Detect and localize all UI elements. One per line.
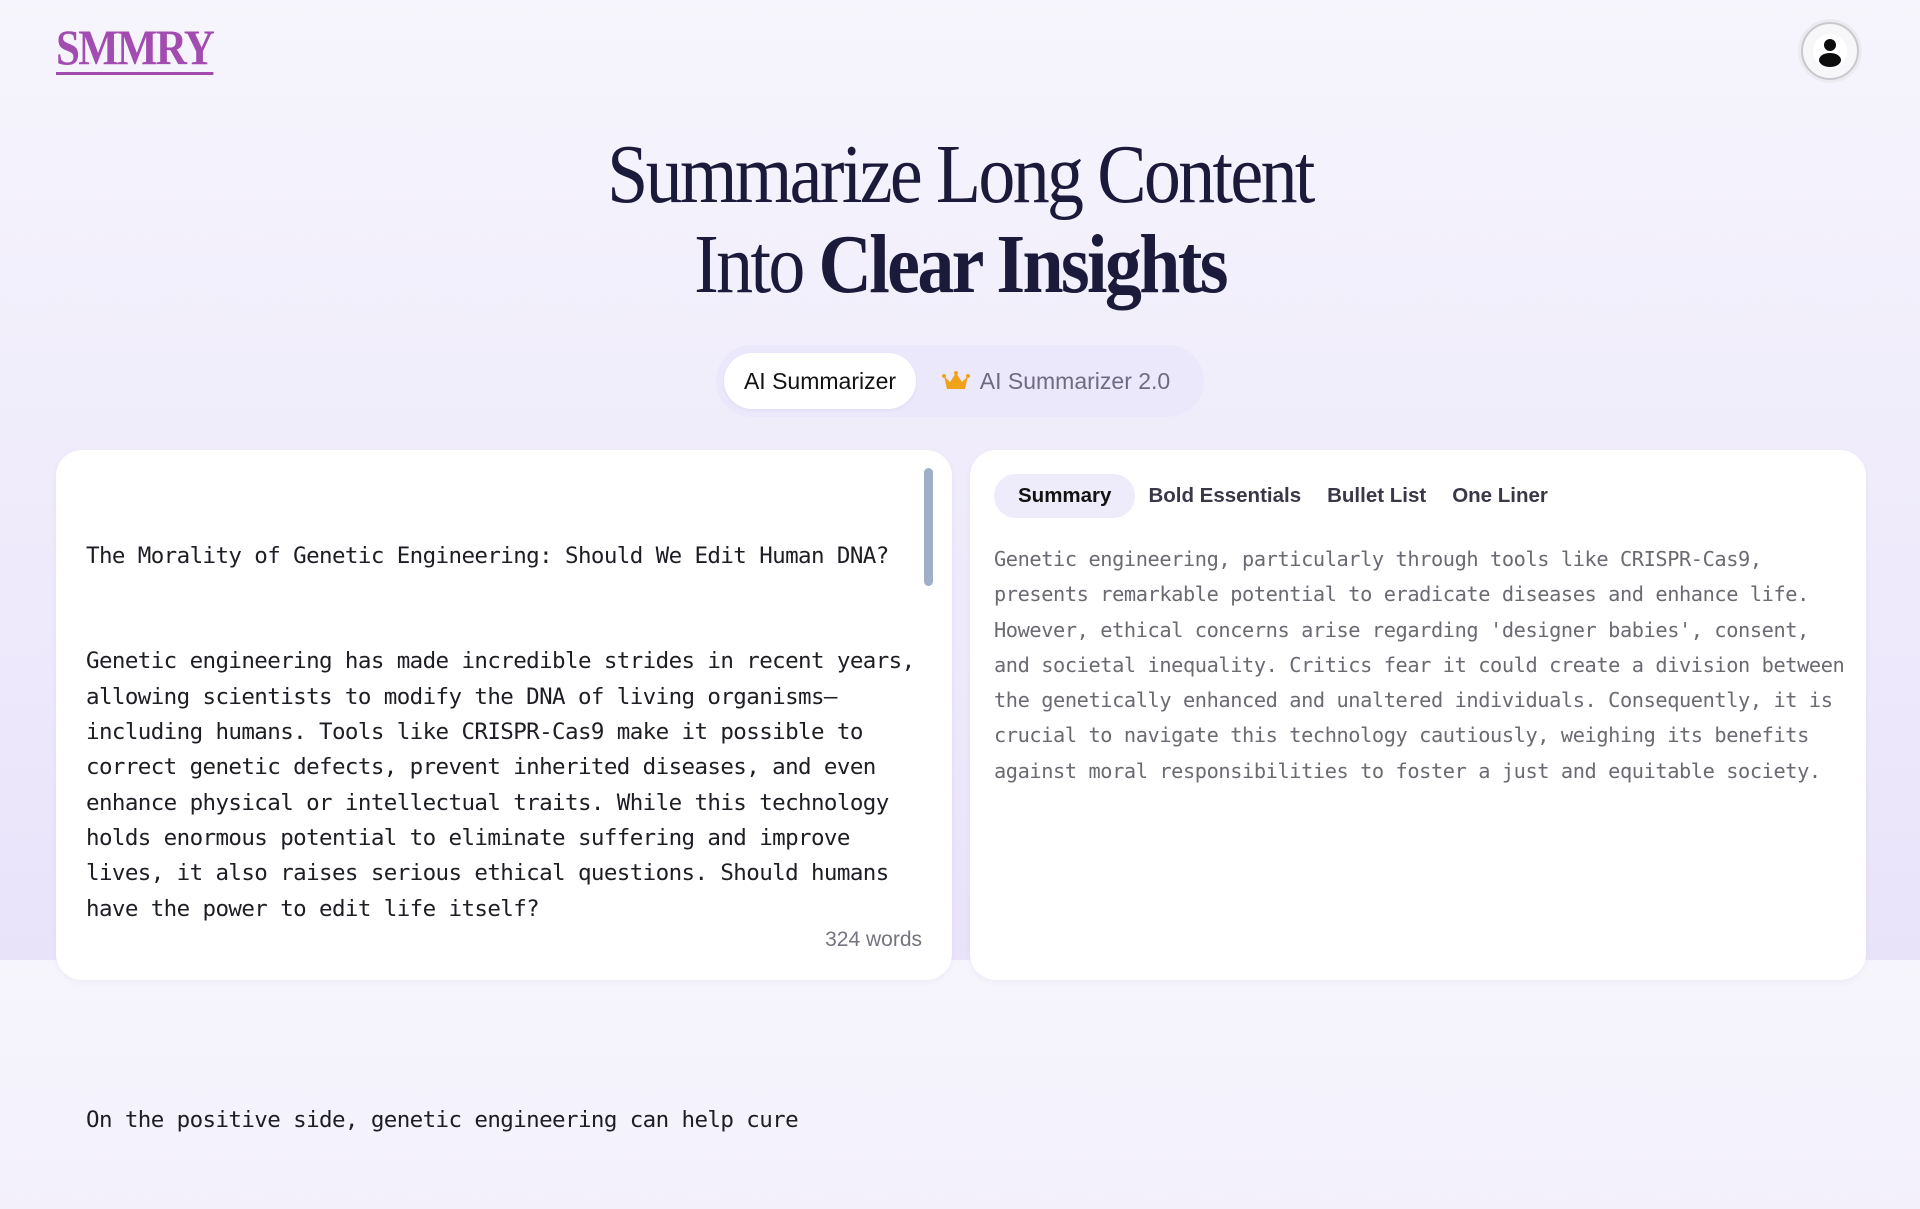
tab-bullet-list[interactable] [1314,474,1439,518]
mode-ai-summarizer-2[interactable] [916,353,1196,409]
crown-icon [942,370,970,392]
hero-title-line2-thin: Into [694,218,819,311]
input-textarea[interactable] [86,468,928,1209]
user-avatar-icon [1813,34,1847,68]
hero-title [0,130,1920,310]
user-avatar-button[interactable] [1801,22,1859,80]
tab-bullet-list-label: Bullet List [1327,484,1427,507]
output-format-tabs [994,474,1561,518]
input-paragraph-1: Genetic engineering has made incredible strides in recent years, allowing scientists to modify the DNA of living organisms—including humans. Tools like CRISPR-Cas9 make it possible to correct genetic defects, prevent inherited diseases, and even enhance physical or intellectual traits. While this technology holds enormous potential to eliminate suffering and improve lives, it also raises serious ethical questions. Should humans have the power to edit life itself? [86,648,928,922]
mode-ai-summarizer-2-label: AI Summarizer 2.0 [979,367,1171,394]
input-blank-line [86,997,916,1032]
mode-ai-summarizer[interactable] [724,353,916,409]
input-title-line: The Morality of Genetic Engineering: Should We Edit Human DNA? [86,542,889,569]
summary-output-text: Genetic engineering, particularly through tools like CRISPR-Cas9, presents remarkable potential to eradicate diseases and enhance life. However, ethical concerns arise regarding 'designer babies', consent, and societal inequality. Critics fear it could create a division between the genetically enhanced and unaltered individuals. Consequently, it is crucial to navigate this technology cautiously, weighing its benefits against moral responsibilities to foster a just and equitable society. [994,547,1845,783]
input-text-panel[interactable] [56,450,952,1134]
tab-bold-essentials[interactable] [1135,474,1314,518]
input-scrollbar[interactable] [924,468,933,586]
tab-summary[interactable] [994,474,1135,518]
input-paragraph-2: On the positive side, genetic engineering can help cure [86,1107,799,1134]
tab-one-liner[interactable] [1439,474,1561,518]
summary-output-panel [970,450,1866,980]
tab-one-liner-label: One Liner [1452,484,1548,507]
mode-ai-summarizer-label: AI Summarizer [743,367,897,394]
tab-bold-essentials-label: Bold Essentials [1148,484,1302,507]
word-count: 324 words [825,928,922,951]
summarizer-mode-switch [716,345,1204,417]
hero-title-line2-bold: Clear Insights [818,218,1226,311]
smmry-logo[interactable]: SMMRY [56,19,214,75]
hero-title-line1: Summarize Long Content [607,128,1313,221]
tab-summary-label: Summary [1018,484,1112,507]
hero-title-line2 [115,220,1805,310]
